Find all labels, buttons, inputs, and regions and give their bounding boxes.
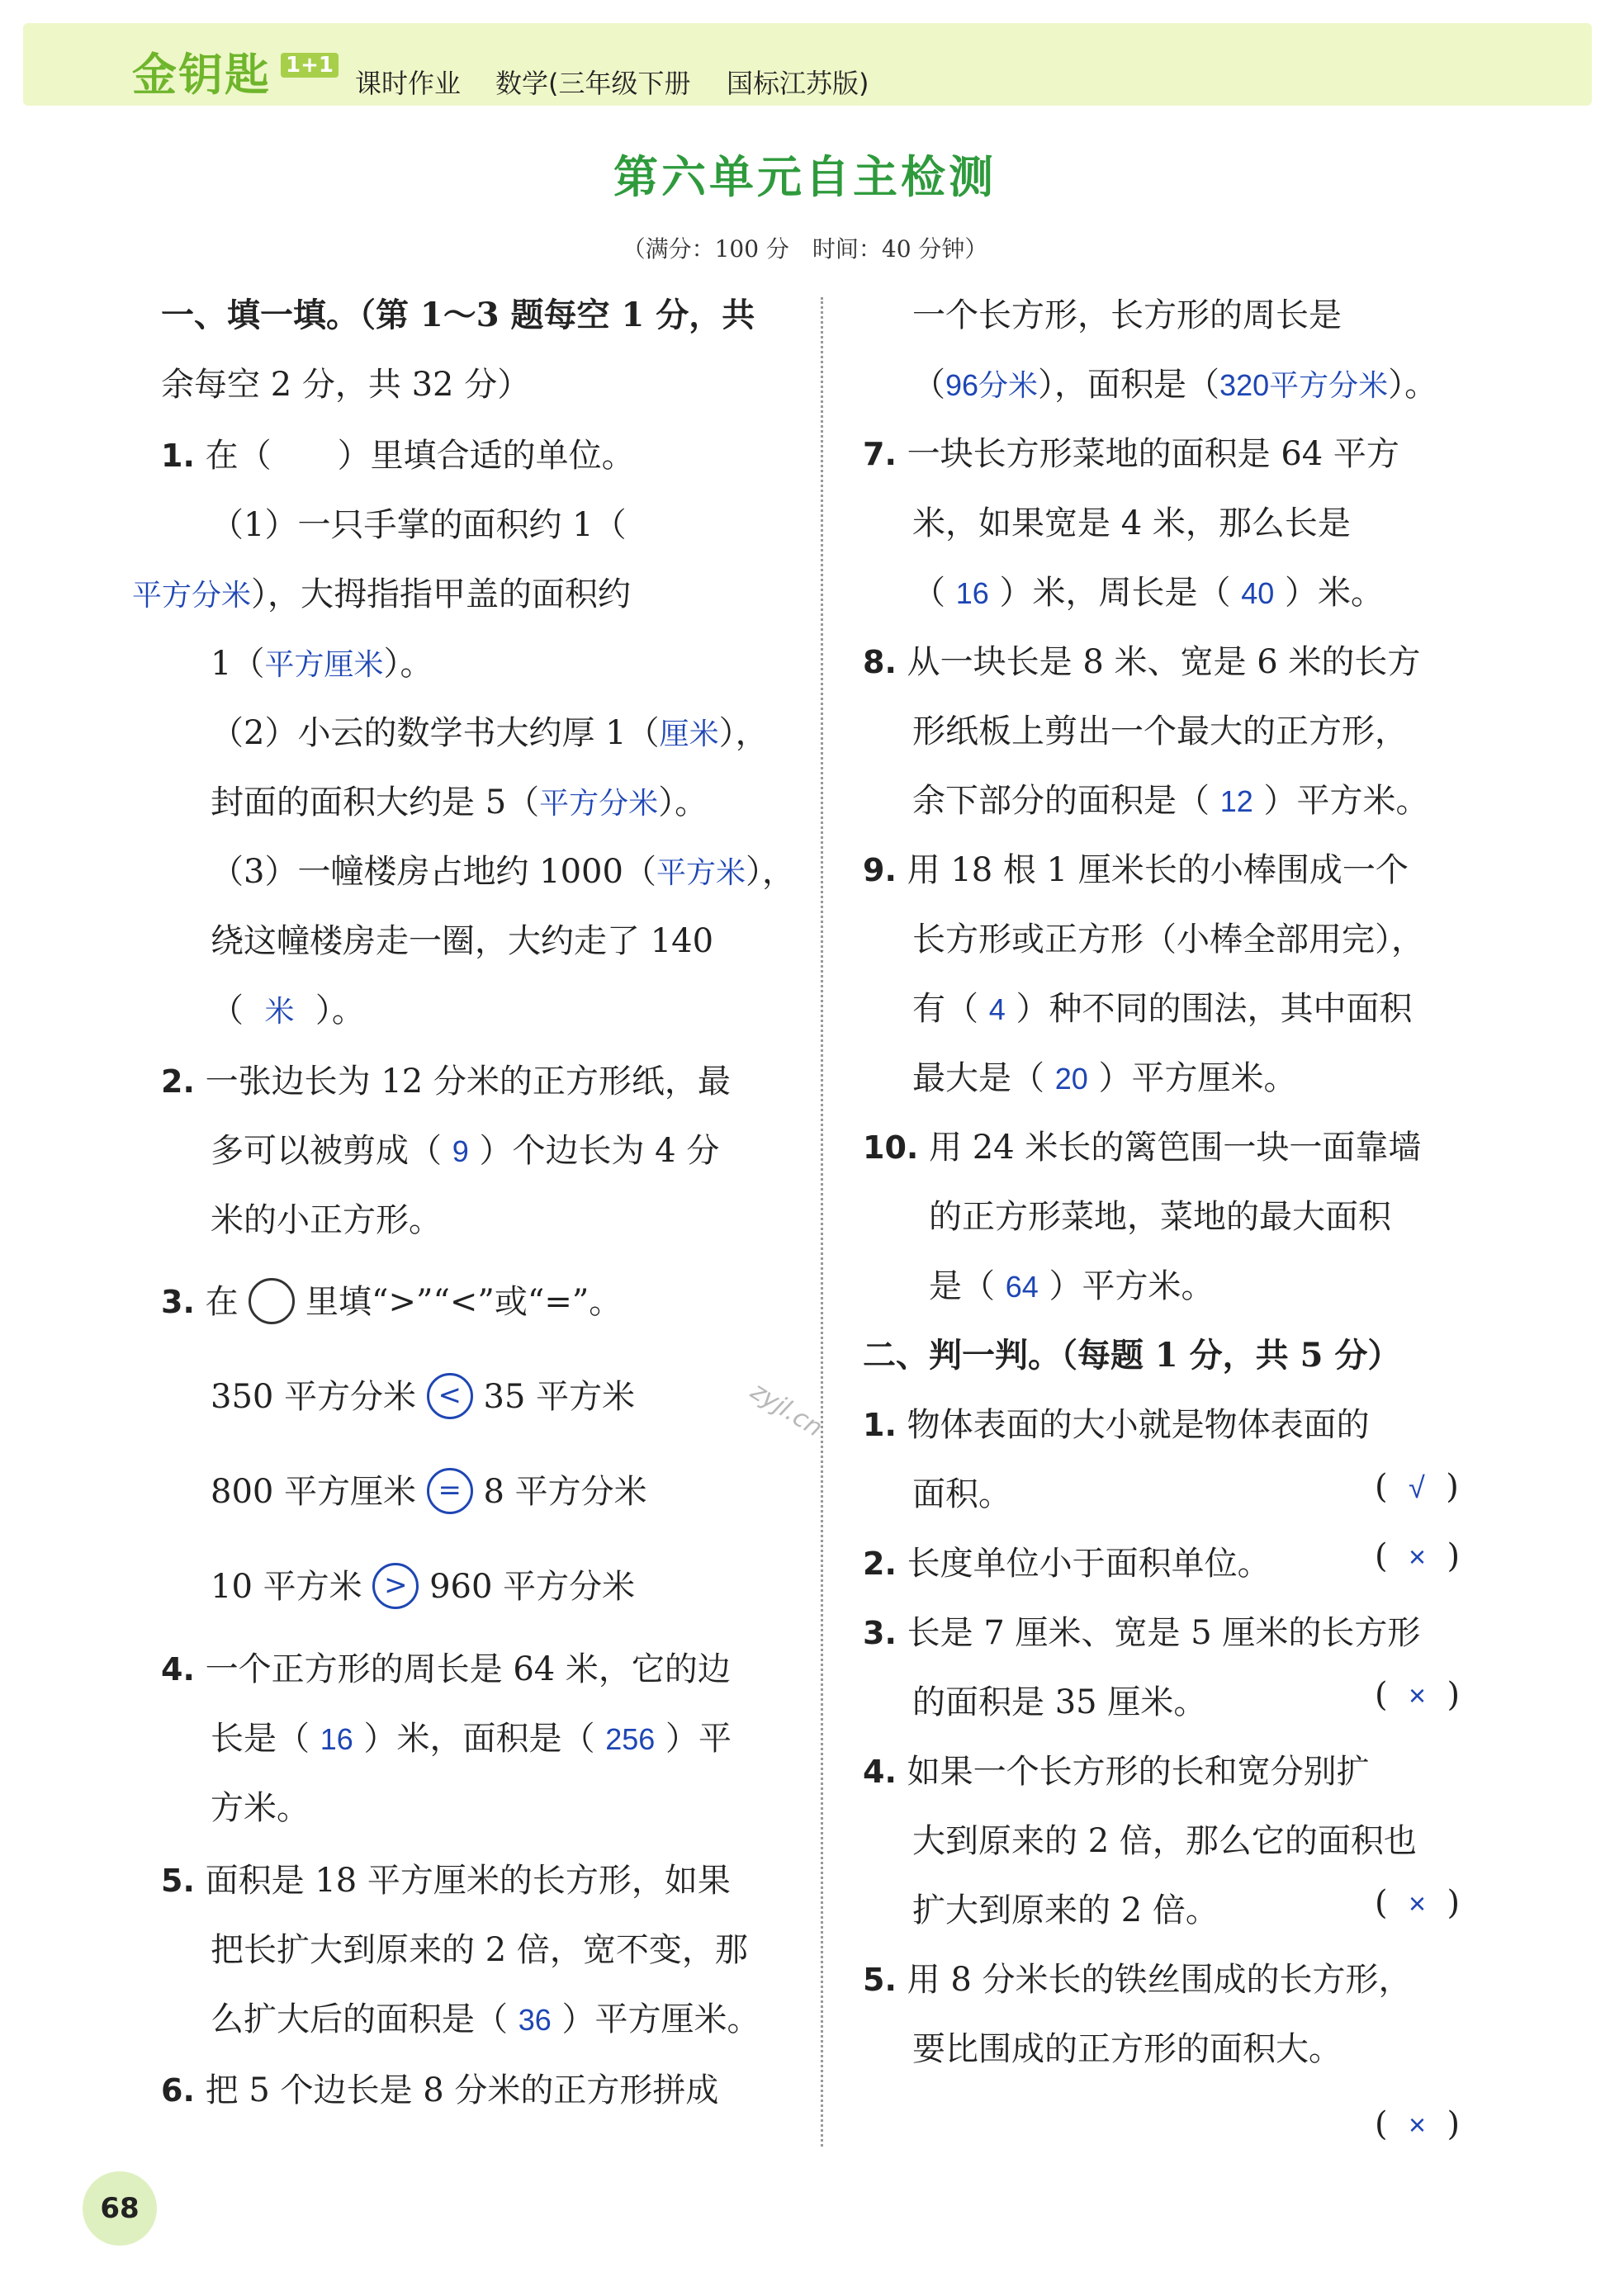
series-label: 课时作业 [355, 68, 462, 99]
q5-line3: 么扩大后的面积是（ 36 ）平方厘米。 [211, 2000, 760, 2038]
empty-circle-icon [249, 1278, 295, 1324]
judge-item-3: 3. 长是 7 厘米、宽是 5 厘米的长方形 [863, 1614, 1421, 1652]
q9-line2: 长方形或正方形（小棒全部用完）， [912, 921, 1424, 959]
answer: 平方分米 [539, 786, 659, 820]
answer: 16 [320, 1722, 353, 1756]
answer: 厘米 [659, 717, 719, 750]
judge-answer: ( √ ) [1375, 1468, 1459, 1506]
judge-item-4-line2: 大到原来的 2 倍，那么它的面积也 [912, 1822, 1417, 1860]
judge-item-5-line2: 要比围成的正方形的面积大。 [912, 2030, 1342, 2068]
q3-row: 800 平方厘米 = 8 平方分米 [211, 1465, 647, 1517]
q7-line2: 米，如果宽是 4 米，那么长是 [912, 504, 1351, 542]
answer: 16 [955, 576, 989, 610]
answer: < [427, 1373, 473, 1419]
q1-part2-a: （2）小云的数学书大约厚 1（厘米）， [211, 714, 769, 752]
q4-line1: 4. 一个正方形的周长是 64 米，它的边 [161, 1650, 731, 1688]
answer: √ [1409, 1470, 1425, 1504]
judge-item-3-line2: 的面积是 35 厘米。 [912, 1683, 1207, 1721]
judge-answer: ( × ) [1375, 1884, 1461, 1922]
section1-heading: 一、填一填。（第 1～3 题每空 1 分，共 [161, 296, 755, 334]
q6-line1: 6. 把 5 个边长是 8 分米的正方形拼成 [161, 2071, 719, 2109]
brand-badge: 1+1 [281, 53, 339, 78]
q9-line1: 9. 用 18 根 1 厘米长的小棒围成一个 [863, 851, 1409, 889]
q4-line2: 长是（ 16 ）米，面积是（ 256 ）平 [211, 1720, 732, 1758]
answer: 平方分米 [132, 578, 252, 612]
judge-item-4: 4. 如果一个长方形的长和宽分别扩 [863, 1753, 1370, 1791]
q1-part3-a: （3）一幢楼房占地约 1000（平方米）， [211, 853, 795, 891]
answer: = [427, 1468, 473, 1514]
answer: 米 [264, 994, 295, 1028]
section2-heading: 二、判一判。（每题 1 分，共 5 分） [863, 1336, 1401, 1375]
brand-logo: 金钥匙 [132, 49, 271, 101]
q3-row: 10 平方米 > 960 平方分米 [211, 1560, 635, 1612]
q7-line3: （ 16 ）米，周长是（ 40 ）米。 [912, 574, 1384, 612]
q8-line1: 8. 从一块长是 8 米、宽是 6 米的长方 [863, 643, 1421, 681]
answer: × [1409, 1540, 1427, 1574]
q5-line1: 5. 面积是 18 平方厘米的长方形，如果 [161, 1862, 731, 1900]
q10-line3: 是（ 64 ）平方米。 [929, 1267, 1215, 1305]
q3-row: 350 平方分米 < 35 平方米 [211, 1370, 635, 1423]
judge-item-2: 2. 长度单位小于面积单位。 [863, 1545, 1271, 1583]
column-divider [821, 297, 823, 2147]
q5-line2: 把长扩大到原来的 2 倍，宽不变，那 [211, 1931, 748, 1969]
edition-label: 国标江苏版) [727, 68, 869, 99]
judge-item-1-line2: 面积。 [912, 1475, 1011, 1513]
answer: × [1409, 1887, 1427, 1920]
answer: 256 [605, 1722, 656, 1756]
q2-line2: 多可以被剪成（ 9 ）个边长为 4 分 [211, 1132, 720, 1170]
page-number: 68 [83, 2171, 157, 2246]
q8-line2: 形纸板上剪出一个最大的正方形， [912, 712, 1408, 750]
q9-line3: 有（ 4 ）种不同的围法，其中面积 [912, 990, 1413, 1028]
q1-part1-c: 1（平方厘米）。 [211, 645, 433, 683]
q1-part3-c: （ 米 ）。 [211, 992, 365, 1030]
q10-line2: 的正方形菜地，菜地的最大面积 [929, 1198, 1391, 1236]
answer: × [1409, 2108, 1427, 2142]
q7-line1: 7. 一块长方形菜地的面积是 64 平方 [863, 435, 1399, 473]
answer: 36 [518, 2003, 552, 2037]
watermark: zyjl.cn [745, 1376, 828, 1443]
answer: 20 [1054, 1062, 1088, 1096]
answer: 4 [988, 992, 1006, 1026]
q1-part1-b: 平方分米），大拇指指甲盖的面积约 [132, 575, 632, 613]
answer: 12 [1219, 784, 1253, 818]
subject-label: 数学(三年级下册 [495, 68, 691, 99]
q1: 1. 在（ ）里填合适的单位。 [161, 437, 635, 475]
judge-answer: ( × ) [1375, 2105, 1461, 2143]
q8-line3: 余下部分的面积是（ 12 ）平方米。 [912, 782, 1429, 820]
q2-line1: 2. 一张边长为 12 分米的正方形纸，最 [161, 1063, 731, 1101]
q10-line1: 10. 用 24 米长的篱笆围一块一面靠墙 [863, 1129, 1422, 1167]
answer: 64 [1005, 1270, 1039, 1304]
answer: × [1409, 1678, 1427, 1712]
q1-part2-b: 封面的面积大约是 5（平方分米）。 [211, 783, 708, 821]
answer: 平方厘米 [264, 647, 384, 681]
page-subtitle: （满分：100 分 时间：40 分钟） [622, 235, 988, 263]
page-title: 第六单元自主检测 [613, 151, 997, 203]
q6-line2: 一个长方形，长方形的周长是 [912, 296, 1342, 334]
judge-item-5: 5. 用 8 分米长的铁丝围成的长方形， [863, 1961, 1412, 1999]
answer: 9 [452, 1134, 469, 1168]
judge-answer: ( × ) [1375, 1537, 1461, 1575]
answer: 40 [1241, 576, 1275, 610]
q4-line3: 方米。 [211, 1789, 310, 1827]
answer: 96分米 [945, 368, 1039, 402]
section1-heading-2: 余每空 2 分，共 32 分） [161, 366, 531, 404]
q9-line4: 最大是（ 20 ）平方厘米。 [912, 1059, 1297, 1097]
q2-line3: 米的小正方形。 [211, 1201, 442, 1239]
answer: > [372, 1563, 419, 1609]
judge-item-4-line3: 扩大到原来的 2 倍。 [912, 1891, 1219, 1929]
q1-part3-b: 绕这幢楼房走一圈，大约走了 140 [211, 922, 714, 960]
q3-stem: 3. 在 里填“>”“<”或“=”。 [161, 1276, 622, 1328]
judge-answer: ( × ) [1375, 1676, 1461, 1714]
q6-line3: （96分米），面积是（320平方分米）。 [912, 366, 1438, 404]
q1-part1-a: （1）一只手掌的面积约 1（ [211, 506, 627, 544]
answer: 320平方分米 [1219, 368, 1389, 402]
answer: 平方米 [656, 855, 746, 889]
judge-item-1: 1. 物体表面的大小就是物体表面的 [863, 1406, 1370, 1444]
